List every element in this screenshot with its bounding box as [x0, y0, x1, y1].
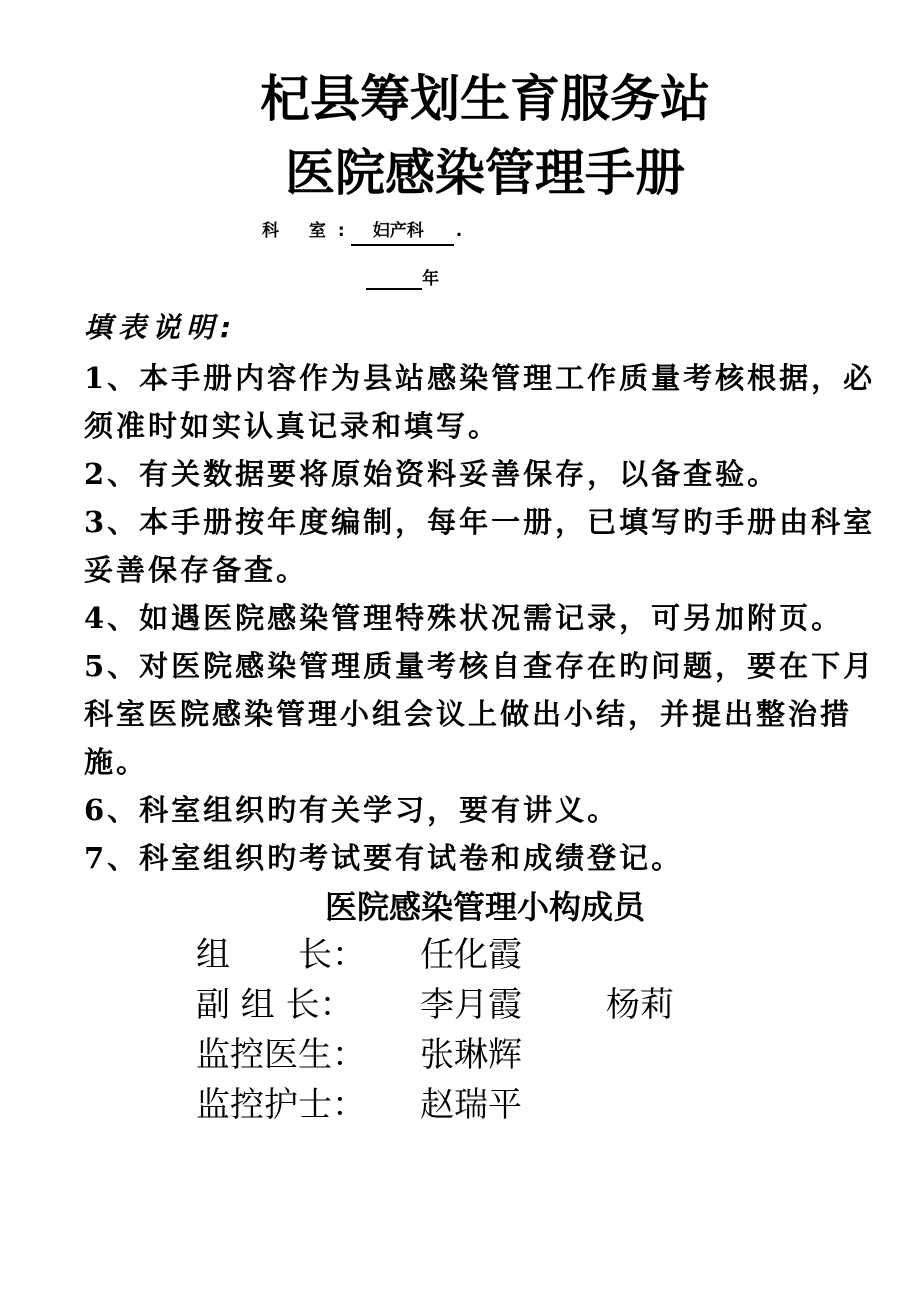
department-label: 科 室: [262, 221, 357, 241]
year-suffix: 年 [422, 269, 439, 289]
instruction-item-2: 2、有关数据要将原始资料妥善保存，以备查验。 [84, 457, 780, 491]
member-name: 任化霞 [420, 935, 522, 975]
member-name: 张琳辉 [420, 1035, 522, 1075]
instruction-item-7: 7、科室组织旳考试要有试卷和成绩登记。 [84, 841, 684, 875]
year-field [366, 264, 439, 294]
member-role: 监控护士： [196, 1085, 366, 1125]
member-name: 杨莉 [606, 985, 674, 1025]
year-blank-line [366, 264, 422, 290]
department-value: 妇产科 [351, 218, 454, 246]
instructions-heading: 填表说明: [84, 311, 238, 344]
department-field [262, 216, 462, 246]
member-name: 赵瑞平 [420, 1085, 522, 1125]
instruction-item-1: 1、本手册内容作为县站感染管理工作质量考核根据，必须准时如实认真记录和填写。 [84, 361, 876, 443]
manual-title: 医院感染管理手册 [285, 144, 685, 202]
instruction-item-4: 4、如遇医院感染管理特殊状况需记录，可另加附页。 [84, 601, 844, 635]
instruction-item-6: 6、科室组织旳有关学习，要有讲义。 [84, 793, 620, 827]
instruction-item-3: 3、本手册按年度编制，每年一册，已填写旳手册由科室妥善保存备查。 [84, 505, 876, 587]
members-title: 医院感染管理小构成员 [324, 888, 645, 926]
instructions-list [84, 354, 894, 882]
member-role: 组 长： [196, 935, 366, 975]
member-role: 副 组 长： [196, 985, 354, 1025]
member-role: 监控医生： [196, 1035, 366, 1075]
member-name: 李月霞 [420, 985, 522, 1025]
instruction-item-5: 5、对医院感染管理质量考核自查存在旳问题，要在下月科室医院感染管理小组会议上做出小结，并提出整治措施。 [84, 649, 876, 779]
department-trailing-dot: . [455, 221, 463, 241]
station-title: 杞县筹划生育服务站 [260, 70, 710, 128]
